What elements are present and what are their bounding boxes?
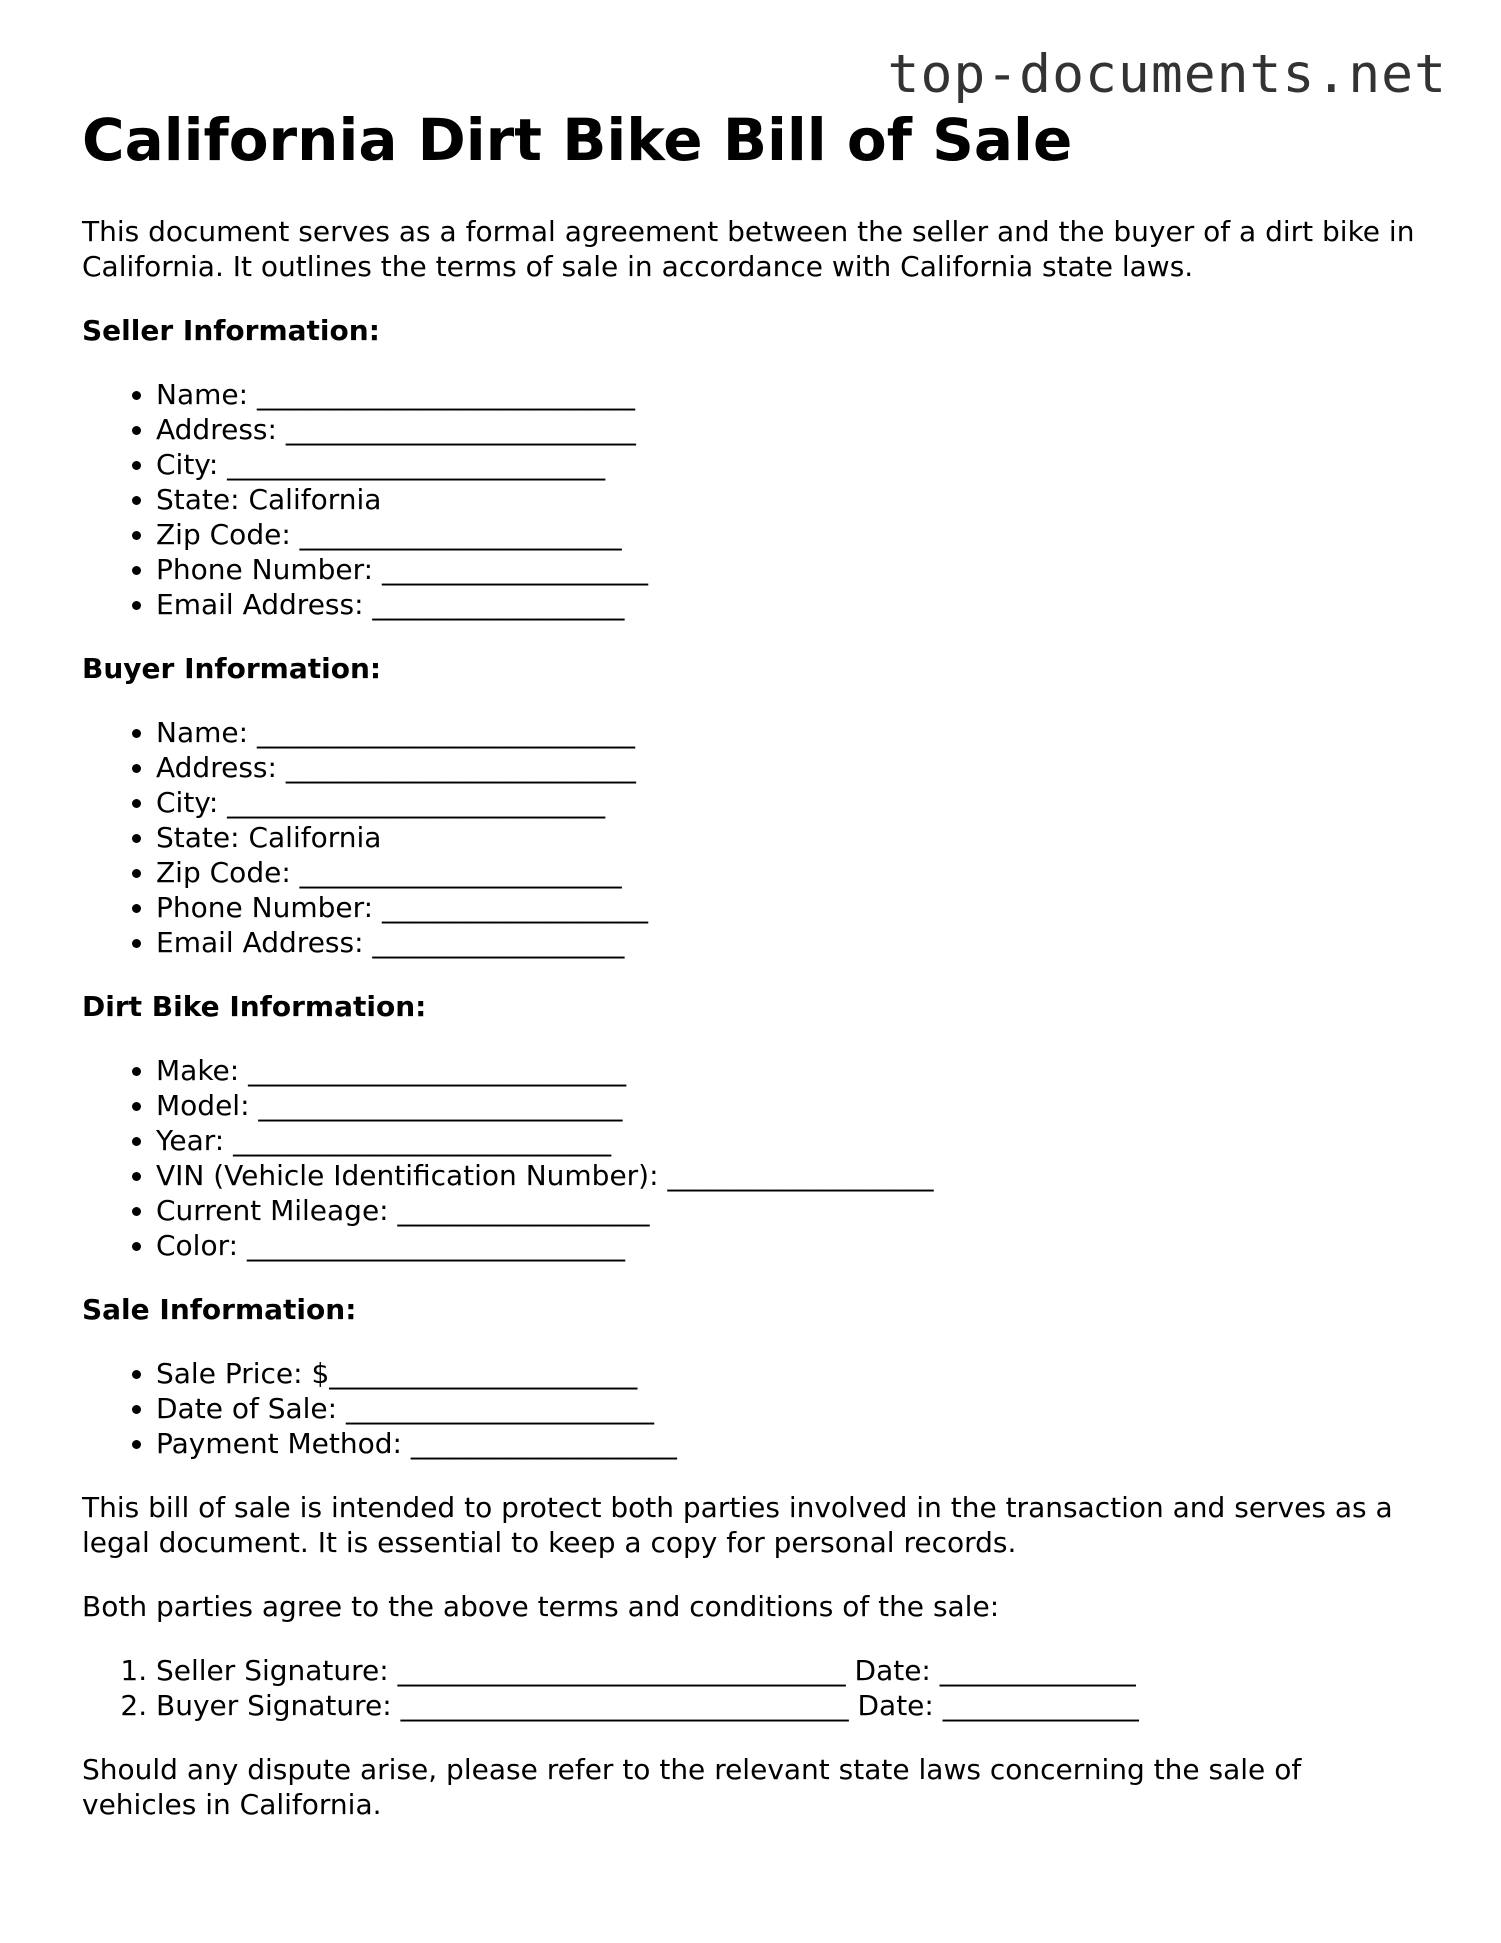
bike-model-field: • Model: __________________________ — [156, 1088, 1422, 1123]
payment-method-field: • Payment Method: ___________________ — [156, 1426, 1422, 1461]
seller-name-field: • Name: ___________________________ — [156, 377, 1422, 412]
buyer-name-field: • Name: ___________________________ — [156, 715, 1422, 750]
seller-city-field: • City: ___________________________ — [156, 447, 1422, 482]
signature-list — [82, 1653, 1422, 1723]
watermark-text: top-documents.net — [887, 44, 1447, 105]
document-title: California Dirt Bike Bill of Sale — [82, 106, 1073, 174]
buyer-signature-line: 2. Buyer Signature: ________________________________ Date: ______________ — [156, 1688, 1422, 1723]
seller-info-list — [82, 377, 1422, 622]
buyer-email-field: • Email Address: __________________ — [156, 925, 1422, 960]
bike-color-field: • Color: ___________________________ — [156, 1228, 1422, 1263]
buyer-address-field: • Address: _________________________ — [156, 750, 1422, 785]
agreement-statement: Both parties agree to the above terms and conditions of the sale: — [82, 1590, 1000, 1623]
seller-zip-field: • Zip Code: _______________________ — [156, 517, 1422, 552]
sale-info-list — [82, 1356, 1422, 1461]
bike-heading: Dirt Bike Information: — [82, 990, 427, 1023]
buyer-heading: Buyer Information: — [82, 652, 382, 685]
seller-address-field: • Address: _________________________ — [156, 412, 1422, 447]
bike-year-field: • Year: ___________________________ — [156, 1123, 1422, 1158]
buyer-state-field: • State: California — [156, 820, 1422, 855]
legal-note: This bill of sale is intended to protect both parties involved in the transaction and serves as a legal document. It is essential to keep a copy for personal records. — [82, 1491, 1393, 1559]
seller-phone-field: • Phone Number: ___________________ — [156, 552, 1422, 587]
intro-paragraph: This document serves as a formal agreement between the seller and the buyer of a dirt bike in California. It outlines the terms of sale in accordance with California state laws. — [82, 215, 1415, 283]
sale-heading: Sale Information: — [82, 1293, 357, 1326]
seller-email-field: • Email Address: __________________ — [156, 587, 1422, 622]
bike-make-field: • Make: ___________________________ — [156, 1053, 1422, 1088]
bike-vin-field: • VIN (Vehicle Identification Number): ___________________ — [156, 1158, 1422, 1193]
bike-info-list — [82, 1053, 1422, 1263]
bike-mileage-field: • Current Mileage: __________________ — [156, 1193, 1422, 1228]
buyer-info-list — [82, 715, 1422, 960]
dispute-note: Should any dispute arise, please refer to the relevant state laws concerning the sale of vehicles in California. — [82, 1753, 1302, 1821]
sale-price-field: • Sale Price: $______________________ — [156, 1356, 1422, 1391]
buyer-phone-field: • Phone Number: ___________________ — [156, 890, 1422, 925]
buyer-zip-field: • Zip Code: _______________________ — [156, 855, 1422, 890]
buyer-city-field: • City: ___________________________ — [156, 785, 1422, 820]
sale-date-field: • Date of Sale: ______________________ — [156, 1391, 1422, 1426]
document-body — [82, 104, 1422, 1822]
seller-signature-line: 1. Seller Signature: ________________________________ Date: ______________ — [156, 1653, 1422, 1688]
seller-state-field: • State: California — [156, 482, 1422, 517]
seller-heading: Seller Information: — [82, 314, 380, 347]
